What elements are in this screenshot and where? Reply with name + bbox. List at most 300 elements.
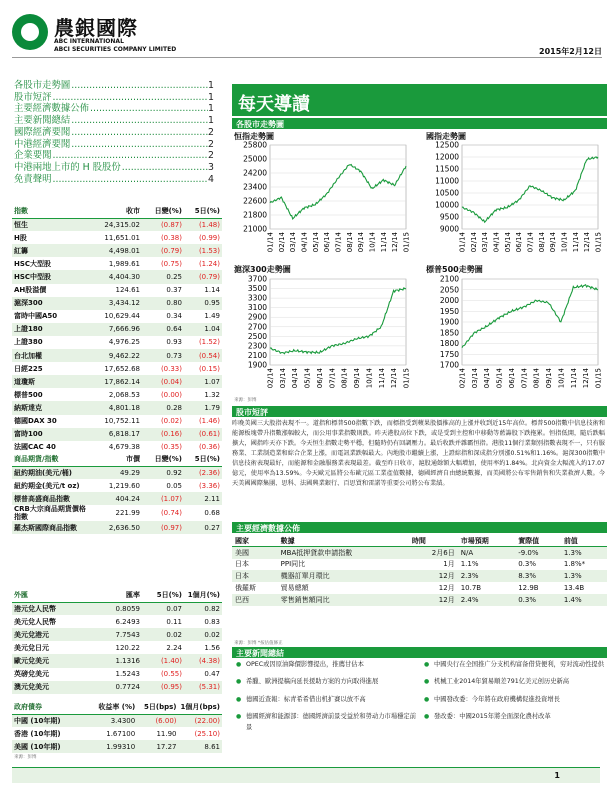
cell-value: 1.5243 <box>115 670 140 679</box>
x-tick-label: 10/14 <box>560 232 569 253</box>
cell-value: (0.55) <box>160 670 182 679</box>
x-tick-label: 04/14 <box>492 232 501 253</box>
x-tick-label: 11/14 <box>569 368 578 389</box>
cell-value: (2.36) <box>184 466 222 479</box>
row-label: 標普500 <box>14 390 43 399</box>
toc-leader <box>52 92 209 104</box>
cell-value: 404.24 <box>92 492 142 505</box>
toc-item-title: 免責聲明 <box>14 173 52 185</box>
abc-logo-icon <box>12 14 48 50</box>
y-tick-label: 21000 <box>243 224 267 234</box>
toc-item-title: 企業要聞 <box>14 150 52 162</box>
cell-value: 0.02 <box>184 628 222 641</box>
toc-item-title: 各股市走勢圖 <box>14 80 71 91</box>
toc-item[interactable] <box>14 162 214 174</box>
y-tick-label: 25000 <box>243 154 267 164</box>
x-tick-label: 05/14 <box>311 232 320 253</box>
cell-value: (1.53) <box>184 244 222 257</box>
cell-value: 1.1% <box>460 560 479 569</box>
x-tick-label: 02/14 <box>277 232 286 253</box>
y-tick-label: 1750 <box>439 349 459 359</box>
row-label: 美元兌港元 <box>12 628 92 641</box>
x-tick-label: 03/14 <box>470 368 479 389</box>
cell-value: 2,636.50 <box>92 521 142 534</box>
y-tick-label: 1800 <box>439 339 459 348</box>
y-tick-label: 24200 <box>243 168 267 178</box>
section-charts: 各股市走勢圖 <box>232 118 607 129</box>
row-label: HSC中型股 <box>12 270 92 283</box>
cell-value: 1.04 <box>184 323 222 336</box>
cell-value: (3.36) <box>198 481 220 490</box>
x-tick-label: 04/14 <box>300 232 309 253</box>
cell-value: 24,315.02 <box>92 218 142 231</box>
row-label: 香港 (10年期) <box>14 729 61 738</box>
table-row <box>12 740 222 753</box>
x-tick-label: 03/14 <box>278 368 287 389</box>
cell-value: 1月 <box>443 560 455 569</box>
report-date: 2015年2月12日 <box>539 47 602 56</box>
cell-value: 0.37 <box>166 286 182 295</box>
cell-value: 2.3% <box>458 570 515 582</box>
section-commentary: 股市短評 <box>232 406 607 417</box>
table-row <box>232 582 607 594</box>
row-label: 美國 (10年期) <box>12 740 88 753</box>
y-tick-label: 2100 <box>439 275 459 284</box>
cell-value: 6.2493 <box>115 617 140 626</box>
toc-item-title: 中港兩地上市的 H 股股份 <box>14 161 121 173</box>
y-tick-label: 3300 <box>247 293 267 303</box>
page-number: 1 <box>554 771 560 780</box>
cell-value: 0.27 <box>184 521 222 534</box>
y-tick-label: 3100 <box>247 303 267 313</box>
cell-value: 1.3% <box>561 570 607 582</box>
cell-value: 0.28 <box>142 401 184 414</box>
x-tick-label: 07/14 <box>520 368 529 389</box>
cell-value: 2月6日 <box>409 547 458 559</box>
y-tick-label: 1950 <box>439 306 459 316</box>
cell-value: 1.67100 <box>106 729 136 738</box>
cell-value: 4,801.18 <box>92 401 142 414</box>
y-tick-label: 21800 <box>243 210 267 220</box>
toc-leader <box>52 174 209 186</box>
news-item: ● OPEC或因原油降價影響提出，推薦甘估本 <box>236 659 416 670</box>
cell-value: (0.04) <box>142 375 184 388</box>
y-tick-label: 1900 <box>439 317 459 327</box>
cell-value: 13.4B <box>563 584 585 593</box>
table-row <box>12 602 222 615</box>
cell-value: 11.90 <box>156 729 177 738</box>
company-name-cn: 農銀國際 <box>54 16 138 40</box>
row-label: HSC大型股 <box>14 259 52 268</box>
x-tick-label: 01/15 <box>402 368 411 389</box>
column-header: 國家 <box>232 535 278 547</box>
cell-value: (5.31) <box>184 681 222 694</box>
table-row <box>12 479 222 492</box>
x-tick-label: 07/14 <box>328 368 337 389</box>
row-label: 德國DAX 30 <box>14 417 57 426</box>
x-tick-label: 01/15 <box>594 232 603 253</box>
cell-value: (0.99) <box>198 233 220 242</box>
x-tick-label: 08/14 <box>340 368 349 389</box>
cell-value: 1.3% <box>561 547 607 559</box>
sp500-line-chart <box>424 275 604 395</box>
table-row <box>12 244 222 257</box>
cell-value: 10.7B <box>460 584 482 593</box>
cell-value: (0.75) <box>160 259 182 268</box>
x-tick-label: 06/14 <box>323 232 332 253</box>
cell-value: 0.47 <box>204 670 220 679</box>
table-of-contents <box>14 80 214 185</box>
cell-value: 17.27 <box>137 740 178 753</box>
column-header: 政府債券 <box>12 701 88 714</box>
cell-value: 日本 <box>235 560 249 569</box>
toc-item[interactable] <box>14 115 214 127</box>
column-header: 時間 <box>409 535 458 547</box>
cell-value: (0.74) <box>160 509 182 518</box>
x-tick-label: 05/14 <box>495 368 504 389</box>
csi300-line-chart <box>232 275 412 395</box>
column-header: 5日(%) <box>142 589 184 602</box>
column-header: 外匯 <box>12 589 92 602</box>
chart-title-hsi: 恒指走勢圖 <box>234 132 274 141</box>
y-tick-label: 1700 <box>439 360 459 370</box>
row-label: 美元兌日元 <box>14 643 49 652</box>
table-row <box>12 257 222 270</box>
row-label: 上證380 <box>14 338 43 347</box>
table-row <box>12 349 222 362</box>
cell-value: (1.48) <box>184 218 222 231</box>
table-row <box>12 218 222 231</box>
cell-value: 0.07 <box>142 602 184 615</box>
cell-value: 17,652.68 <box>104 364 140 373</box>
cell-value: 4,976.25 <box>108 338 140 347</box>
toc-item-page: 1 <box>208 80 214 91</box>
toc-item[interactable] <box>14 80 214 92</box>
x-tick-label: 04/14 <box>483 368 492 389</box>
cell-value: 120.22 <box>115 643 140 652</box>
cell-value: (25.10) <box>194 729 220 738</box>
cell-value: 1.32 <box>204 390 220 399</box>
x-tick-label: 06/14 <box>515 232 524 253</box>
row-label: 富時100 <box>12 428 92 441</box>
y-tick-label: 2050 <box>439 285 459 295</box>
econ-data-table <box>232 535 607 606</box>
toc-item[interactable] <box>14 127 214 139</box>
cell-value: 0.95 <box>184 297 222 310</box>
cell-value: (0.00) <box>160 390 182 399</box>
cell-value: (0.87) <box>142 218 184 231</box>
cell-value: 7.7543 <box>92 628 142 641</box>
chart-title-csi300: 滬深300走勢圖 <box>234 265 291 274</box>
y-tick-label: 3700 <box>247 275 267 284</box>
table-row <box>12 441 222 454</box>
table-row <box>12 231 222 244</box>
y-tick-label: 11000 <box>435 176 459 186</box>
cell-value: 11,651.01 <box>104 233 140 242</box>
toc-leader <box>70 127 208 139</box>
y-tick-label: 3500 <box>247 284 267 294</box>
news-item: ● 發改委：中國2015年將全面深化農村改革 <box>424 711 604 722</box>
cell-value: 1,989.61 <box>108 259 140 268</box>
commodities-table <box>12 453 222 534</box>
cell-value: (0.38) <box>160 233 182 242</box>
y-tick-label: 12500 <box>435 141 459 150</box>
cell-value: 零售銷售額同比 <box>278 594 409 606</box>
cell-value: 4,404.30 <box>92 270 142 283</box>
news-item: ● 机械工业2014年貿易順差791亿美元创历史新高 <box>424 676 604 687</box>
toc-item-page: 1 <box>208 91 214 103</box>
cell-value: 1,219.60 <box>108 481 140 490</box>
cell-value: 17,862.14 <box>92 375 142 388</box>
toc-item-page: 4 <box>208 173 214 185</box>
toc-item-page: 3 <box>208 161 214 173</box>
toc-item-page: 2 <box>208 126 214 138</box>
cell-value: 貿易總額 <box>280 584 309 593</box>
cell-value: 1.4% <box>561 594 607 606</box>
cell-value: 1.56 <box>204 643 220 652</box>
row-label: 日經225 <box>14 364 43 373</box>
cell-value: 0.83 <box>204 617 220 626</box>
row-label: 滬深300 <box>12 297 92 310</box>
table-row <box>12 615 222 628</box>
cell-value: 0.82 <box>184 602 222 615</box>
cell-value: 3.4300 <box>88 714 137 727</box>
x-tick-label: 01/14 <box>266 232 275 253</box>
row-label: 納斯達克 <box>12 401 92 414</box>
column-header: 前值 <box>561 535 607 547</box>
econ-source: 來源：彭博 *按估值修正 <box>234 641 283 646</box>
cell-value: 2.11 <box>184 492 222 505</box>
x-tick-label: 07/14 <box>334 232 343 253</box>
y-tick-label: 2700 <box>247 322 267 332</box>
table-row <box>12 727 222 740</box>
cell-value: 機器訂單月環比 <box>278 570 409 582</box>
cell-value: 0.05 <box>166 481 182 490</box>
page-title: 每天導讀 <box>232 84 607 116</box>
section-news: 主要新聞總結 <box>232 647 607 658</box>
column-header: 指數 <box>12 205 92 218</box>
indices-table <box>12 205 222 454</box>
hscei-line-chart <box>424 141 604 259</box>
table-row <box>12 284 222 297</box>
cell-value: N/A <box>458 547 515 559</box>
cell-value: 0.93 <box>166 338 182 347</box>
x-tick-label: 05/14 <box>303 368 312 389</box>
x-tick-label: 10/14 <box>365 368 374 389</box>
row-label: 港元兌人民幣 <box>12 602 92 615</box>
toc-item[interactable] <box>14 103 214 115</box>
y-tick-label: 2100 <box>247 350 267 360</box>
toc-item-title: 股市短評 <box>14 91 52 103</box>
plot-area <box>270 279 406 365</box>
x-tick-label: 02/14 <box>458 368 467 389</box>
toc-item-page: 2 <box>208 138 214 150</box>
x-tick-label: 05/14 <box>503 232 512 253</box>
cell-value: 1.1316 <box>92 654 142 667</box>
column-header: 5日(%) <box>184 205 222 218</box>
row-label: 標普高盛商品指數 <box>12 492 92 505</box>
table-header-row <box>232 535 607 547</box>
table-row <box>12 310 222 323</box>
table-row <box>12 641 222 654</box>
cell-value: 0.02 <box>142 628 184 641</box>
market-commentary: 昨晚美國三大股指表現不一。道指和標普500指數下跌，而標指受到蘋果股價推高的上漲并收到近15年高位。標普500指數中信息技術和能源板塊帶升指數漲幅較大，而公用事業指數則跌。昨天港股高位下跌，或是受到主控和中移動等藍籌股下跌拖累。恒指低開，隨后跌幅擴大，國指昨天亦下跌。今天恒生指數走勢平穩，但隨時仍有回調壓力。最后收跌并雜霸恒指。港股11個行業類別指數表現不一，只有服務業、工業制造業和綜合企業上漲，而電訊業跌幅最大。內地股市繼續上漲，上證綜指和深成指分別漲0.51%和1.16%。滬深300指數中信息技術表現最好，而能源和金融服務業表現最差。截至昨日收市，滬股通餘額大幅增加，使用率約1.84%。北向資金大幅流入約17.07億元，使用率為13.59%。今天歐元區將公布歐元區工業產值數據，德國經濟自由總統數據，而美國將公布零售銷售和失業救濟人數。今天美國國際集團、思科、法國興業銀行、百思買和雷諾等重要公司將公布業績。 <box>232 420 605 487</box>
row-label: 法國CAC 40 <box>14 443 56 452</box>
toc-leader <box>70 115 208 127</box>
hsi-line-chart <box>232 141 412 259</box>
row-label: H股 <box>14 233 27 242</box>
news-item: ● 德國近查報：标青希希借出机扩賽以放不高 <box>236 694 416 705</box>
cell-value: PPI同比 <box>280 560 306 569</box>
table-row <box>232 559 607 571</box>
toc-item-page: 1 <box>208 103 214 115</box>
news-item: ● 德國經濟和能源部：德國經濟前景受益於和勞动力市場穩定前景 <box>236 711 416 733</box>
x-tick-label: 10/14 <box>368 232 377 253</box>
x-tick-label: 03/14 <box>481 232 490 253</box>
cell-value: 1.79 <box>184 401 222 414</box>
cell-value: 12月 <box>438 584 455 593</box>
row-label: CRB大宗商品期貨價格指數 <box>14 505 86 522</box>
x-tick-label: 01/15 <box>402 232 411 253</box>
cell-value: (0.36) <box>198 443 220 452</box>
cell-value: (1.46) <box>198 417 220 426</box>
x-tick-label: 02/14 <box>266 368 275 389</box>
toc-leader <box>70 80 208 92</box>
x-tick-label: 09/14 <box>545 368 554 389</box>
cell-value: 1.14 <box>204 286 220 295</box>
column-header: 數據 <box>278 535 409 547</box>
x-tick-label: 11/14 <box>571 232 580 253</box>
y-tick-label: 9000 <box>439 224 459 234</box>
table-header-row <box>12 701 222 714</box>
cell-value: 0.80 <box>142 297 184 310</box>
row-label: 澳元兌美元 <box>12 681 92 694</box>
row-label: 歐元兌美元 <box>12 654 92 667</box>
toc-item-title: 國際經濟要聞 <box>14 126 71 138</box>
y-tick-label: 2000 <box>439 296 459 305</box>
row-label: 紐約期油(美元/桶) <box>12 466 92 479</box>
table-row <box>232 570 607 582</box>
x-tick-label: 12/14 <box>583 232 592 253</box>
toc-item[interactable] <box>14 174 214 186</box>
x-tick-label: 08/14 <box>532 368 541 389</box>
y-tick-label: 10500 <box>435 188 459 198</box>
cell-value: 9,462.22 <box>92 349 142 362</box>
news-item: ● 中國發改委：今年將在政府機構促進投資增長 <box>424 694 604 705</box>
cell-value: (0.61) <box>184 428 222 441</box>
cell-value: (22.00) <box>179 714 222 727</box>
table-row <box>12 654 222 667</box>
table-row <box>232 594 607 606</box>
cell-value: 俄羅斯 <box>235 584 256 593</box>
cell-value: 1.99310 <box>88 740 137 753</box>
cell-value: (0.15) <box>198 364 220 373</box>
x-tick-label: 06/14 <box>507 368 516 389</box>
cell-value: 0.8059 <box>92 602 142 615</box>
x-tick-label: 02/14 <box>469 232 478 253</box>
toc-leader <box>89 103 208 115</box>
row-label: 道瓊斯 <box>12 375 92 388</box>
table-row <box>12 388 222 401</box>
column-header: 日變(%) <box>142 205 184 218</box>
table-row <box>12 375 222 388</box>
cell-value: 124.61 <box>115 286 140 295</box>
toc-item-page: 2 <box>208 150 214 162</box>
x-tick-label: 01/15 <box>594 368 603 389</box>
y-tick-label: 1900 <box>247 360 267 370</box>
cell-value: (0.16) <box>142 428 184 441</box>
row-label: 羅杰斯國際商品指數 <box>12 521 92 534</box>
cell-value: 10,752.11 <box>104 417 140 426</box>
cell-value: (1.24) <box>198 259 220 268</box>
column-header: 收益率 (%) <box>88 701 137 714</box>
cell-value: 2,068.53 <box>108 390 140 399</box>
cell-value: (0.97) <box>142 521 184 534</box>
cell-value: (1.52) <box>198 338 220 347</box>
row-label: 上證180 <box>12 323 92 336</box>
x-tick-label: 09/14 <box>353 368 362 389</box>
company-name-en-full: ABCI SECURITIES COMPANY LIMITED <box>54 46 177 53</box>
cell-value: 0.34 <box>166 312 182 321</box>
x-tick-label: 01/14 <box>458 232 467 253</box>
y-tick-label: 12000 <box>435 152 459 162</box>
cell-value: (0.79) <box>142 244 184 257</box>
column-header: 1個月(%) <box>184 589 222 602</box>
column-header: 匯率 <box>92 589 142 602</box>
toc-item[interactable] <box>14 92 214 104</box>
x-tick-label: 07/14 <box>526 232 535 253</box>
cell-value: (0.54) <box>184 349 222 362</box>
table-row <box>12 362 222 375</box>
cell-value: 6,818.17 <box>92 428 142 441</box>
x-tick-label: 12/14 <box>390 368 399 389</box>
column-header: 商品期貨/指數 <box>12 453 92 466</box>
x-tick-label: 08/14 <box>345 232 354 253</box>
cell-value: 12月 <box>409 570 458 582</box>
toc-leader <box>70 139 208 151</box>
cell-value: (0.95) <box>142 681 184 694</box>
table-row <box>12 270 222 283</box>
company-name-en: ABC INTERNATIONAL <box>54 38 124 45</box>
bonds-source: 來源：彭博 <box>14 755 37 760</box>
table-row <box>12 336 222 349</box>
table-header-row <box>12 453 222 466</box>
y-tick-label: 2300 <box>247 341 267 351</box>
cell-value: 10,629.44 <box>104 312 140 321</box>
cell-value: 49.29 <box>92 466 142 479</box>
x-tick-label: 11/14 <box>379 232 388 253</box>
toc-item[interactable] <box>14 139 214 151</box>
x-tick-label: 11/14 <box>377 368 386 389</box>
table-row <box>12 428 222 441</box>
y-tick-label: 1850 <box>439 328 459 338</box>
section-econ: 主要經濟數據公佈 <box>232 522 607 533</box>
x-tick-label: 04/14 <box>291 368 300 389</box>
column-header: 市價 <box>92 453 142 466</box>
toc-item[interactable] <box>14 150 214 162</box>
column-header: 日變(%) <box>142 453 184 466</box>
toc-item-page: 1 <box>208 115 214 127</box>
cell-value: 日本 <box>232 570 278 582</box>
column-header: 5日(%) <box>184 453 222 466</box>
table-row <box>12 505 222 521</box>
cell-value: 2.4% <box>458 594 515 606</box>
row-label: AH股溢價 <box>14 286 47 295</box>
page-footer <box>12 767 600 783</box>
row-label: 台北加權 <box>12 349 92 362</box>
cell-value: 0.68 <box>204 509 220 518</box>
x-tick-label: 09/14 <box>357 232 366 253</box>
